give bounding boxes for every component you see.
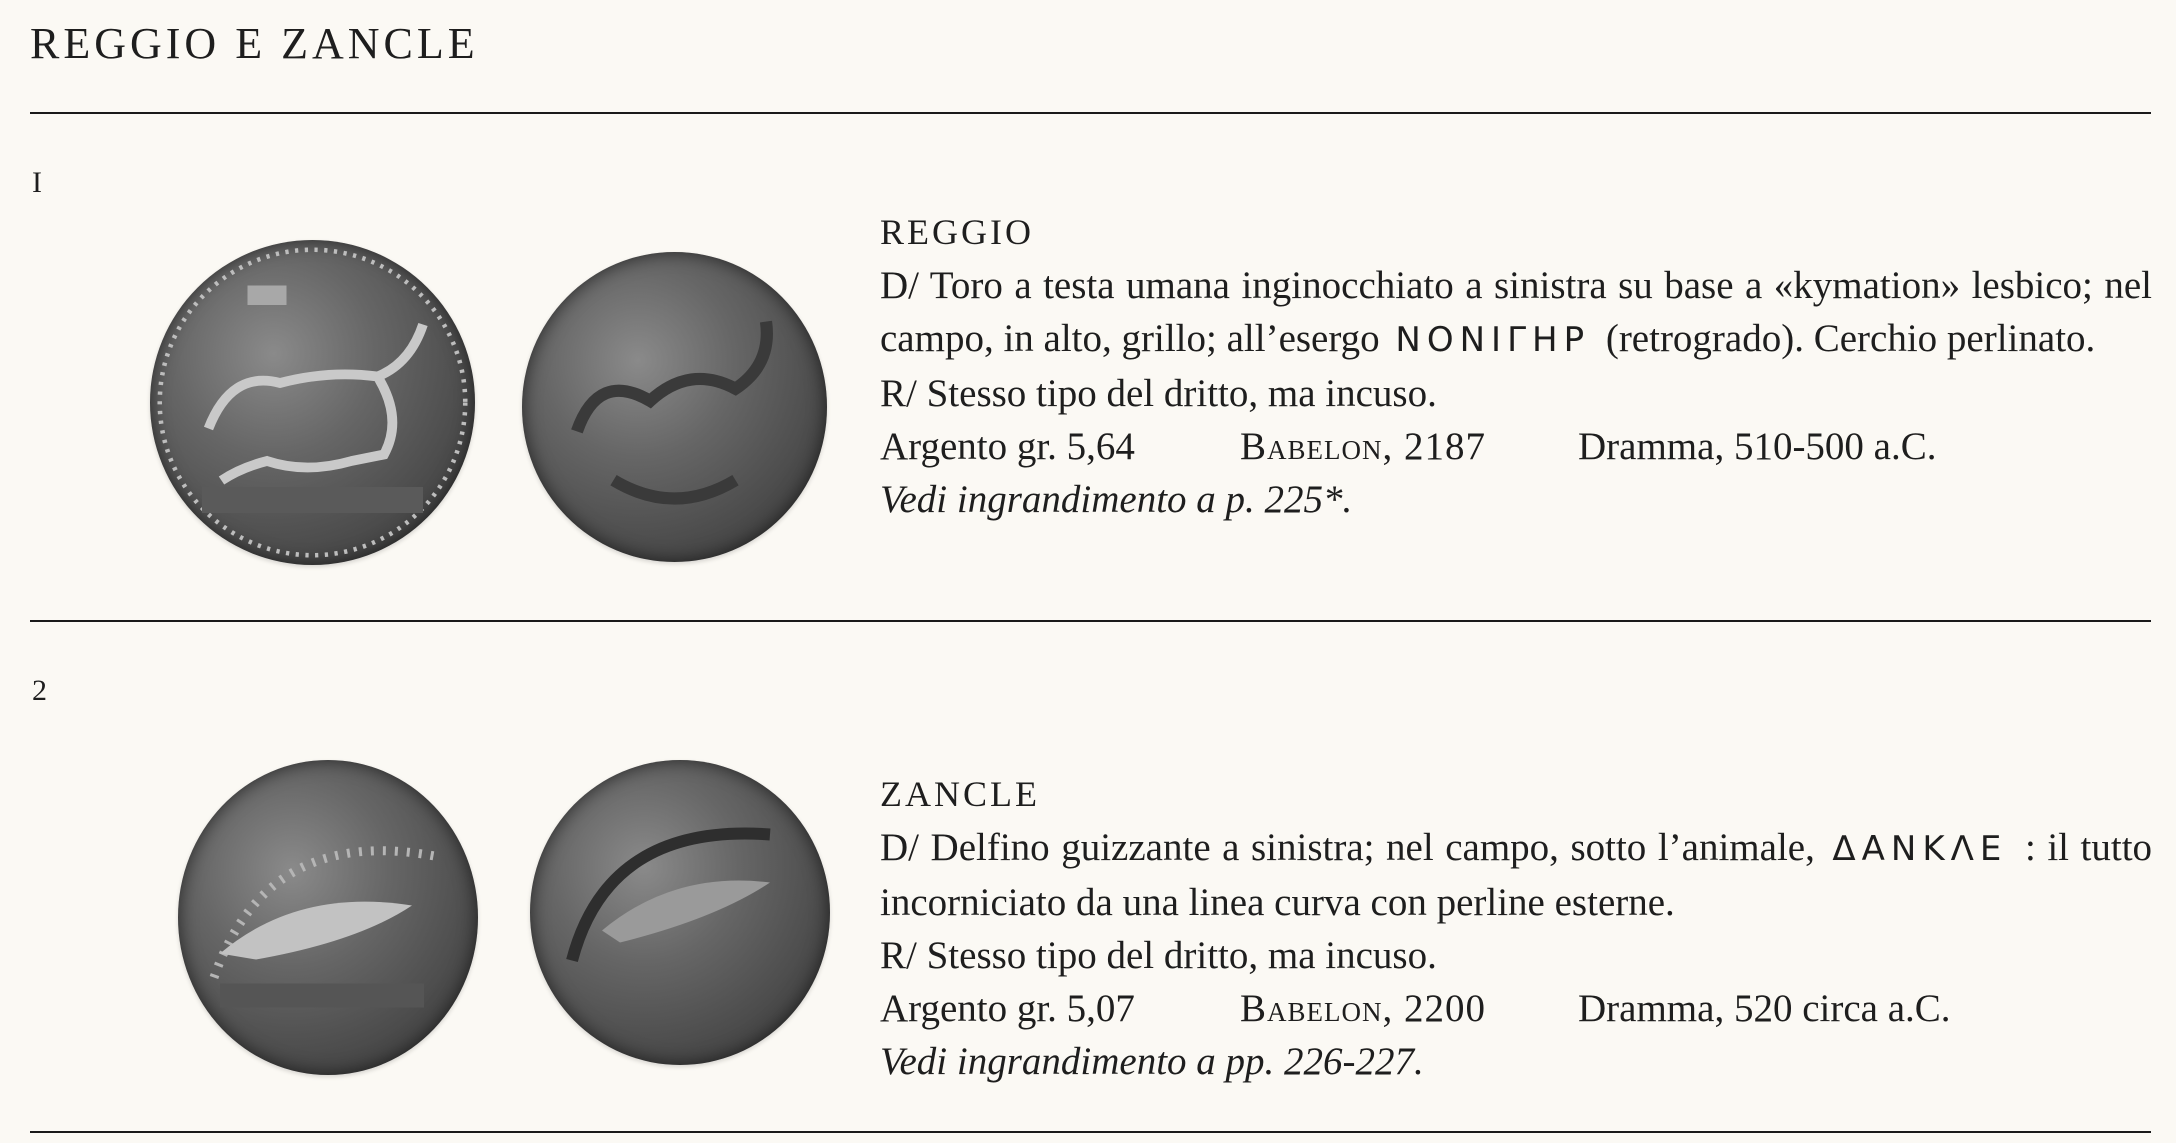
obverse-text: Delfino guizzante a sinistra; nel campo, sotto l’animale,	[930, 826, 1815, 869]
entry-description	[880, 768, 2152, 1088]
divider-top	[30, 112, 2151, 114]
coin-details	[880, 982, 2152, 1035]
obverse-description	[880, 821, 2152, 929]
catalog-reference: Babelon, 2187	[1240, 425, 1487, 468]
greek-inscription: ΝΟΝΙΓΗΡ	[1395, 320, 1591, 360]
reverse-text: Stesso tipo del dritto, ma incuso.	[926, 934, 1437, 977]
dolphin-icon	[178, 760, 478, 1075]
reverse-prefix: R/	[880, 372, 917, 415]
enlargement-reference: Vedi ingrandimento a pp. 226-227.	[880, 1040, 1424, 1083]
incuse-bull-icon	[522, 252, 827, 562]
greek-inscription: ΔΑΝΚΛΕ	[1832, 829, 2008, 869]
zancle-obverse-coin-image	[178, 760, 478, 1075]
denomination-date: Dramma, 520 circa a.C.	[1578, 987, 1951, 1030]
reggio-reverse-coin-image	[522, 252, 827, 562]
reverse-description	[880, 367, 2152, 420]
incuse-dolphin-icon	[530, 760, 830, 1065]
entry-description	[880, 206, 2152, 526]
city-heading: REGGIO	[880, 212, 1034, 252]
zancle-reverse-coin-image	[530, 760, 830, 1065]
reverse-description	[880, 929, 2152, 982]
page-title: REGGIO E ZANCLE	[30, 19, 479, 68]
metal-weight: Argento gr. 5,07	[880, 987, 1135, 1030]
obverse-text-continued: (retrogrado). Cerchio perlinato.	[1605, 317, 2096, 360]
entry-number: I	[32, 166, 42, 199]
obverse-description	[880, 259, 2152, 367]
divider-middle	[30, 620, 2151, 622]
metal-weight: Argento gr. 5,64	[880, 425, 1135, 468]
obverse-text: Toro a testa umana inginocchiato a sinistra su base a «kymation» lesbico; nel campo, in alto, grillo; all’esergo	[880, 264, 2152, 360]
obverse-prefix: D/	[880, 826, 919, 869]
divider-bottom	[30, 1131, 2151, 1133]
city-heading: ZANCLE	[880, 774, 1040, 814]
bull-icon	[150, 240, 475, 565]
reverse-prefix: R/	[880, 934, 917, 977]
reggio-obverse-coin-image	[150, 240, 475, 565]
coin-details	[880, 420, 2152, 473]
catalog-reference: Babelon, 2200	[1240, 987, 1487, 1030]
entry-number: 2	[32, 674, 47, 707]
obverse-prefix: D/	[880, 264, 919, 307]
obverse-text-continued: : il tutto incorniciato da una linea curva con perline esterne.	[880, 826, 2153, 924]
reverse-text: Stesso tipo del dritto, ma incuso.	[926, 372, 1437, 415]
denomination-date: Dramma, 510-500 a.C.	[1578, 425, 1937, 468]
enlargement-reference: Vedi ingrandimento a p. 225*.	[880, 478, 1353, 521]
